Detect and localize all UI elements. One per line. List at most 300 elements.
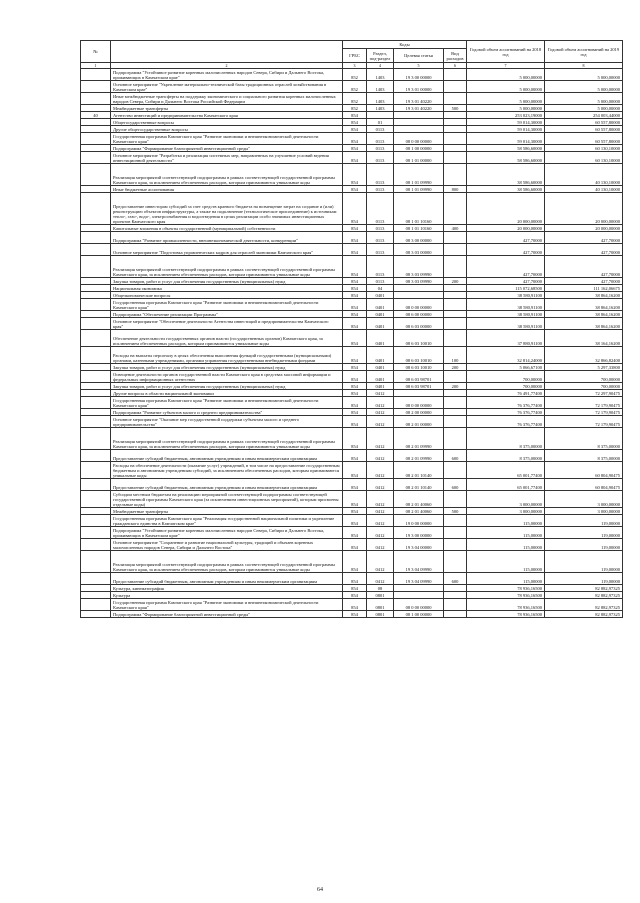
row-amount-2019: 111 162,06675 [545, 285, 623, 292]
row-razdel: 0401 [367, 347, 394, 364]
row-razdel: 0412 [367, 491, 394, 508]
row-number [81, 164, 111, 186]
row-amount-2018: 38 580,91100 [467, 292, 545, 299]
row-grbs: 854 [343, 539, 367, 551]
row-number [81, 145, 111, 152]
row-number [81, 383, 111, 390]
row-name: Освещение деятельности органов государственной власти Камчатского края в средствах массовой информации и федеральных информационных агентствах [111, 371, 343, 383]
row-amount-2018: 427,70000 [467, 244, 545, 256]
row-target-article [394, 112, 444, 119]
row-target-article: 19 0 00 00000 [394, 515, 444, 527]
row-target-article: 19 3 04 00000 [394, 539, 444, 551]
row-expense-type [444, 232, 467, 244]
row-amount-2018: 115,00000 [467, 527, 545, 539]
row-amount-2018: 20 000,00000 [467, 225, 545, 232]
row-amount-2019: 119,00000 [545, 573, 623, 585]
row-razdel: 0801 [367, 611, 394, 618]
row-expense-type [444, 527, 467, 539]
row-number [81, 330, 111, 347]
row-target-article: 19 3 01 40220 [394, 105, 444, 112]
row-grbs: 854 [343, 256, 367, 278]
table-row [81, 311, 623, 318]
row-razdel: 0401 [367, 299, 394, 311]
row-name: Иные бюджетные ассигнования [111, 186, 343, 193]
header-num: № [81, 41, 111, 63]
row-amount-2018: 65 001,77400 [467, 462, 545, 479]
index-cell: 4 [367, 63, 394, 69]
row-expense-type [444, 285, 467, 292]
row-name: Межбюджетные трансферты [111, 508, 343, 515]
row-expense-type [444, 145, 467, 152]
row-amount-2019: 72 179,90475 [545, 397, 623, 409]
row-number [81, 450, 111, 462]
row-expense-type [444, 416, 467, 428]
row-number [81, 573, 111, 585]
row-amount-2019: 60 804,90475 [545, 479, 623, 491]
row-target-article: 08 0 00 00000 [394, 599, 444, 611]
row-name: Подпрограмма "Формирование благоприятной инвестиционной среды" [111, 145, 343, 152]
row-grbs: 854 [343, 164, 367, 186]
row-target-article: 08 6 03 10010 [394, 347, 444, 364]
row-razdel: 0113 [367, 225, 394, 232]
row-amount-2019: 119,00000 [545, 551, 623, 573]
table-row [81, 105, 623, 112]
row-amount-2018: 59 014,30000 [467, 119, 545, 126]
row-target-article: 08 1 01 09990 [394, 186, 444, 193]
row-name: Государственная программа Камчатского края "Развитие экономики и внешнеэкономической деятельности Камчатского края" [111, 397, 343, 409]
row-amount-2018: 76 376,77400 [467, 409, 545, 416]
row-amount-2019: 60 130,10000 [545, 152, 623, 164]
table-row [81, 551, 623, 573]
row-amount-2019: 38 864,16200 [545, 299, 623, 311]
table-row [81, 330, 623, 347]
index-cell: 6 [444, 63, 467, 69]
row-number [81, 364, 111, 371]
row-name: Основное мероприятие "Укрепление материально-технической базы традиционных отраслей хозяйствования в Камчатском крае" [111, 81, 343, 93]
row-target-article: 19 3 01 00000 [394, 81, 444, 93]
row-grbs: 854 [343, 292, 367, 299]
row-amount-2018: 38 580,91100 [467, 318, 545, 330]
row-razdel: 0113 [367, 244, 394, 256]
row-amount-2018: 59 014,30000 [467, 133, 545, 145]
row-amount-2018: 76 376,77400 [467, 416, 545, 428]
row-target-article: 08 3 00 00000 [394, 232, 444, 244]
row-razdel: 0113 [367, 232, 394, 244]
row-grbs: 852 [343, 93, 367, 105]
row-grbs: 854 [343, 450, 367, 462]
row-amount-2018: 8 375,00000 [467, 428, 545, 450]
row-amount-2019: 427,70000 [545, 256, 623, 278]
row-number [81, 225, 111, 232]
row-target-article: 19 3 04 09990 [394, 551, 444, 573]
row-name: Основное мероприятие "Обеспечение деятельности Агентства инвестиций и предпринимательства Камчатского края" [111, 318, 343, 330]
row-name: Государственная программа Камчатского края "Развитие экономики и внешнеэкономической деятельности Камчатского края" [111, 299, 343, 311]
row-expense-type [444, 244, 467, 256]
row-amount-2018: 58 586,60000 [467, 152, 545, 164]
row-amount-2018: 427,70000 [467, 278, 545, 285]
row-number [81, 244, 111, 256]
row-amount-2018: 8 375,00000 [467, 450, 545, 462]
row-amount-2018: 115 072,68500 [467, 285, 545, 292]
row-amount-2019: 72 179,90475 [545, 409, 623, 416]
row-amount-2018: 32 814,24000 [467, 347, 545, 364]
table-row [81, 409, 623, 416]
row-razdel [367, 112, 394, 119]
row-target-article: 08 1 00 00000 [394, 611, 444, 618]
row-number [81, 285, 111, 292]
table-row [81, 81, 623, 93]
row-razdel: 0412 [367, 539, 394, 551]
row-name: Предоставление субсидий бюджетным, автономным учреждениям и иным некоммерческим организациям [111, 479, 343, 491]
row-razdel: 0412 [367, 409, 394, 416]
row-target-article: 08 1 01 10160 [394, 193, 444, 225]
header-codes: Коды [343, 41, 467, 49]
row-name: Общеэкономические вопросы [111, 292, 343, 299]
row-number [81, 611, 111, 618]
row-name: Другие общегосударственные вопросы [111, 126, 343, 133]
table-row [81, 93, 623, 105]
row-expense-type [444, 491, 467, 508]
row-number [81, 592, 111, 599]
row-amount-2019: 700,00000 [545, 383, 623, 390]
row-razdel: 0401 [367, 318, 394, 330]
row-amount-2019: 32 866,82400 [545, 347, 623, 364]
table-body [81, 69, 623, 618]
row-razdel: 01 [367, 119, 394, 126]
row-name: Государственная программа Камчатского края "Реализация государственной национальной политики и укрепление гражданского единства в Камчатском крае" [111, 515, 343, 527]
table-row [81, 364, 623, 371]
row-grbs: 854 [343, 285, 367, 292]
row-number [81, 232, 111, 244]
row-name: Общегосударственные вопросы [111, 119, 343, 126]
row-name: Реализация мероприятий соответствующей подпрограммы в рамках соответствующей государственной программы Камчатского края, за исключением обеспеченных расходов, которым присваиваются уникальные коды [111, 551, 343, 573]
row-name: Культура [111, 592, 343, 599]
row-name: Агентство инвестиций и предпринимательства Камчатского края [111, 112, 343, 119]
row-amount-2019: 5 000,00000 [545, 93, 623, 105]
row-razdel: 0801 [367, 592, 394, 599]
row-number [81, 397, 111, 409]
row-target-article: 08 1 00 00000 [394, 145, 444, 152]
row-amount-2018: 115,00000 [467, 573, 545, 585]
row-grbs: 854 [343, 347, 367, 364]
table-row [81, 112, 623, 119]
row-amount-2019: 82 882,97325 [545, 611, 623, 618]
row-name: Реализация мероприятий соответствующей подпрограммы в рамках соответствующей государственной программы Камчатского края, за исключением обеспеченных расходов, которым присваиваются уникальные коды [111, 256, 343, 278]
row-name: Закупка товаров, работ и услуг для обеспечения государственных (муниципальных) нужд [111, 364, 343, 371]
row-target-article: 08 1 01 00000 [394, 152, 444, 164]
row-target-article: 08 2 01 09990 [394, 428, 444, 450]
row-amount-2019: 38 164,16200 [545, 330, 623, 347]
row-expense-type: 600 [444, 450, 467, 462]
row-razdel: 0113 [367, 256, 394, 278]
row-expense-type [444, 126, 467, 133]
row-grbs: 854 [343, 364, 367, 371]
row-target-article [394, 126, 444, 133]
table-row [81, 390, 623, 397]
row-expense-type [444, 428, 467, 450]
row-number [81, 126, 111, 133]
row-amount-2019: 72 297,90475 [545, 390, 623, 397]
row-target-article: 08 2 01 10140 [394, 479, 444, 491]
row-target-article: 08 2 00 00000 [394, 409, 444, 416]
row-name: Основное мероприятие "Оказание мер государственной поддержки субъектам малого и среднего предпринимательства" [111, 416, 343, 428]
budget-table [80, 40, 623, 618]
row-amount-2018: 253 023,19000 [467, 112, 545, 119]
row-razdel: 0412 [367, 397, 394, 409]
row-name: Основное мероприятие "Подготовка управленческих кадров для отраслей экономики Камчатского края" [111, 244, 343, 256]
row-grbs: 854 [343, 397, 367, 409]
row-name: Реализация мероприятий соответствующей подпрограммы в рамках соответствующей государственной программы Камчатского края, за исключением обеспеченных расходов, которым присваиваются уникальные коды [111, 428, 343, 450]
table-row [81, 599, 623, 611]
row-grbs: 854 [343, 112, 367, 119]
row-expense-type [444, 397, 467, 409]
page-number: 64 [317, 887, 323, 893]
row-expense-type: 800 [444, 186, 467, 193]
row-razdel: 0412 [367, 515, 394, 527]
row-grbs: 854 [343, 186, 367, 193]
row-amount-2019: 700,00000 [545, 371, 623, 383]
row-name: Подпрограмма "Развитие промышленности, внешнеэкономической деятельности, конкуренции" [111, 232, 343, 244]
table-row [81, 244, 623, 256]
row-number [81, 585, 111, 592]
row-target-article: 08 6 03 10010 [394, 364, 444, 371]
row-name: Национальная экономика [111, 285, 343, 292]
table-row [81, 491, 623, 508]
row-amount-2018: 78 936,16500 [467, 585, 545, 592]
row-razdel: 0412 [367, 462, 394, 479]
row-grbs: 854 [343, 479, 367, 491]
row-amount-2018: 115,00000 [467, 551, 545, 573]
row-expense-type: 200 [444, 364, 467, 371]
row-amount-2018: 65 001,77400 [467, 479, 545, 491]
row-grbs: 854 [343, 126, 367, 133]
row-razdel: 0401 [367, 364, 394, 371]
row-target-article [394, 585, 444, 592]
row-amount-2019: 427,70000 [545, 232, 623, 244]
row-grbs: 854 [343, 371, 367, 383]
row-amount-2019: 254 003,44000 [545, 112, 623, 119]
row-target-article: 08 6 03 98701 [394, 371, 444, 383]
row-name: Основное мероприятие "Сохранение и развитие национальной культуры, традиций и обычаев коренных малочисленных народов Севера, Сибири и Дальнего Востока" [111, 539, 343, 551]
row-grbs: 854 [343, 152, 367, 164]
row-grbs: 854 [343, 225, 367, 232]
row-number [81, 81, 111, 93]
row-number [81, 371, 111, 383]
header-vid: Вид расходов [444, 49, 467, 63]
row-amount-2018: 427,70000 [467, 256, 545, 278]
row-name: Расходы на выплаты персоналу в целях обеспечения выполнения функций государственными (муниципальными) органами, казенными учреждениями, органами управления государственными внебюджетными фондами [111, 347, 343, 364]
row-name: Предоставление субсидий бюджетным, автономным учреждениям и иным некоммерческим организациям [111, 573, 343, 585]
row-target-article: 08 6 03 10010 [394, 330, 444, 347]
row-expense-type [444, 69, 467, 81]
row-name: Капитальные вложения в объекты государственной (муниципальной) собственности [111, 225, 343, 232]
row-target-article [394, 292, 444, 299]
row-expense-type [444, 81, 467, 93]
row-name: Государственная программа Камчатского края "Развитие экономики и внешнеэкономической деятельности Камчатского края" [111, 133, 343, 145]
table-row [81, 383, 623, 390]
row-expense-type [444, 409, 467, 416]
row-expense-type [444, 133, 467, 145]
row-target-article: 08 3 03 00000 [394, 244, 444, 256]
row-expense-type [444, 164, 467, 186]
row-grbs: 854 [343, 508, 367, 515]
table-row [81, 69, 623, 81]
row-amount-2018: 5 000,00000 [467, 93, 545, 105]
row-name: Расходы на обеспечение деятельности (оказание услуг) учреждений, в том числе на предоставление государственным бюджетным и автономным учреждениям субсидий, за исключением обеспеченных расходов, которым присваиваются уникальные коды [111, 462, 343, 479]
row-razdel: 0412 [367, 479, 394, 491]
row-amount-2018: 78 936,16500 [467, 599, 545, 611]
row-grbs: 852 [343, 69, 367, 81]
table-row [81, 164, 623, 186]
row-amount-2019: 60 557,80000 [545, 119, 623, 126]
row-grbs: 854 [343, 599, 367, 611]
row-grbs: 854 [343, 390, 367, 397]
row-expense-type: 400 [444, 225, 467, 232]
row-amount-2019: 60 804,90475 [545, 462, 623, 479]
table-row [81, 416, 623, 428]
row-target-article [394, 285, 444, 292]
table-row [81, 299, 623, 311]
table-row [81, 193, 623, 225]
row-grbs: 854 [343, 491, 367, 508]
header-2018: Годовой объем ассигнований на 2018 год [467, 41, 545, 63]
row-number [81, 508, 111, 515]
table-row [81, 611, 623, 618]
row-number [81, 311, 111, 318]
row-target-article: 08 2 01 00000 [394, 416, 444, 428]
row-amount-2018: 76 491,77400 [467, 390, 545, 397]
header-grbs: ГРБС [343, 49, 367, 63]
header-name [111, 41, 343, 63]
row-number [81, 292, 111, 299]
row-grbs: 854 [343, 551, 367, 573]
row-razdel: 1403 [367, 93, 394, 105]
row-name: Реализация мероприятий соответствующей подпрограммы в рамках соответствующей государственной программы Камчатского края, за исключением обеспеченных расходов, которым присваиваются уникальные коды [111, 164, 343, 186]
row-number [81, 416, 111, 428]
row-amount-2018: 700,00000 [467, 371, 545, 383]
row-number [81, 299, 111, 311]
row-amount-2018: 37 880,91100 [467, 330, 545, 347]
row-number [81, 133, 111, 145]
row-expense-type [444, 539, 467, 551]
row-expense-type: 500 [444, 508, 467, 515]
table-row [81, 397, 623, 409]
row-amount-2018: 38 580,91100 [467, 311, 545, 318]
table-row [81, 585, 623, 592]
row-expense-type: 100 [444, 347, 467, 364]
index-cell: 7 [467, 63, 545, 69]
index-cell: 5 [394, 63, 444, 69]
row-target-article [394, 592, 444, 599]
row-amount-2019: 119,00000 [545, 515, 623, 527]
row-razdel: 0113 [367, 164, 394, 186]
row-grbs: 854 [343, 515, 367, 527]
table-row [81, 133, 623, 145]
row-expense-type [444, 599, 467, 611]
row-grbs: 854 [343, 585, 367, 592]
row-target-article: 08 2 01 40060 [394, 491, 444, 508]
row-grbs: 852 [343, 81, 367, 93]
row-amount-2019: 3 000,00000 [545, 508, 623, 515]
row-target-article: 19 3 04 09990 [394, 573, 444, 585]
row-amount-2018: 58 586,60000 [467, 145, 545, 152]
row-razdel: 08 [367, 585, 394, 592]
row-razdel: 0412 [367, 508, 394, 515]
table-row [81, 225, 623, 232]
row-amount-2018: 59 014,30000 [467, 126, 545, 133]
row-razdel: 0113 [367, 278, 394, 285]
row-expense-type [444, 585, 467, 592]
row-target-article: 19 3 00 00000 [394, 527, 444, 539]
table-row [81, 278, 623, 285]
row-target-article: 08 2 01 09990 [394, 450, 444, 462]
row-grbs: 854 [343, 318, 367, 330]
row-number: 40 [81, 112, 111, 119]
row-razdel: 0401 [367, 311, 394, 318]
row-razdel: 04 [367, 285, 394, 292]
row-number [81, 515, 111, 527]
row-target-article: 19 3 01 40220 [394, 93, 444, 105]
row-number [81, 491, 111, 508]
table-row [81, 479, 623, 491]
row-amount-2019: 8 375,00000 [545, 450, 623, 462]
row-expense-type: 500 [444, 105, 467, 112]
table-row [81, 285, 623, 292]
row-grbs: 854 [343, 232, 367, 244]
row-name: Подпрограмма "Формирование благоприятной инвестиционной среды" [111, 611, 343, 618]
row-number [81, 278, 111, 285]
row-number [81, 193, 111, 225]
row-razdel: 0113 [367, 193, 394, 225]
row-target-article: 08 6 00 00000 [394, 311, 444, 318]
row-name: Подпрограмма "Устойчивое развитие коренных малочисленных народов Севера, Сибири и Дальнего Востока, проживающих в Камчатском крае" [111, 69, 343, 81]
row-grbs: 854 [343, 119, 367, 126]
row-razdel: 0401 [367, 292, 394, 299]
row-target-article: 08 1 01 10160 [394, 225, 444, 232]
row-grbs: 854 [343, 416, 367, 428]
row-expense-type [444, 390, 467, 397]
row-name: Культура, кинематография [111, 585, 343, 592]
row-amount-2019: 5 000,00000 [545, 69, 623, 81]
row-razdel: 0401 [367, 330, 394, 347]
row-name: Государственная программа Камчатского края "Развитие экономики и внешнеэкономической деятельности Камчатского края" [111, 599, 343, 611]
row-amount-2018: 3 000,00000 [467, 508, 545, 515]
row-number [81, 152, 111, 164]
row-razdel: 1403 [367, 81, 394, 93]
row-razdel: 0801 [367, 599, 394, 611]
row-amount-2019: 60 557,80000 [545, 133, 623, 145]
row-target-article: 08 0 00 00000 [394, 397, 444, 409]
table-row [81, 462, 623, 479]
row-target-article [394, 119, 444, 126]
row-amount-2018: 5 066,67100 [467, 364, 545, 371]
row-amount-2018: 5 000,00000 [467, 81, 545, 93]
row-razdel: 0113 [367, 126, 394, 133]
row-expense-type [444, 515, 467, 527]
row-grbs: 854 [343, 145, 367, 152]
row-amount-2019: 119,00000 [545, 527, 623, 539]
table-row [81, 573, 623, 585]
row-amount-2018: 38 586,60000 [467, 186, 545, 193]
row-target-article: 19 3 00 00000 [394, 69, 444, 81]
header-2019: Годовой объем ассигнований на 2019 год [545, 41, 623, 63]
row-grbs: 854 [343, 330, 367, 347]
row-amount-2018: 5 000,00000 [467, 105, 545, 112]
row-target-article: 08 3 03 09990 [394, 256, 444, 278]
row-target-article: 08 0 00 00000 [394, 299, 444, 311]
row-number [81, 347, 111, 364]
row-name: Основное мероприятие "Разработка и реализация системных мер, направленных на улучшение условий ведения инвестиционной деятельности" [111, 152, 343, 164]
